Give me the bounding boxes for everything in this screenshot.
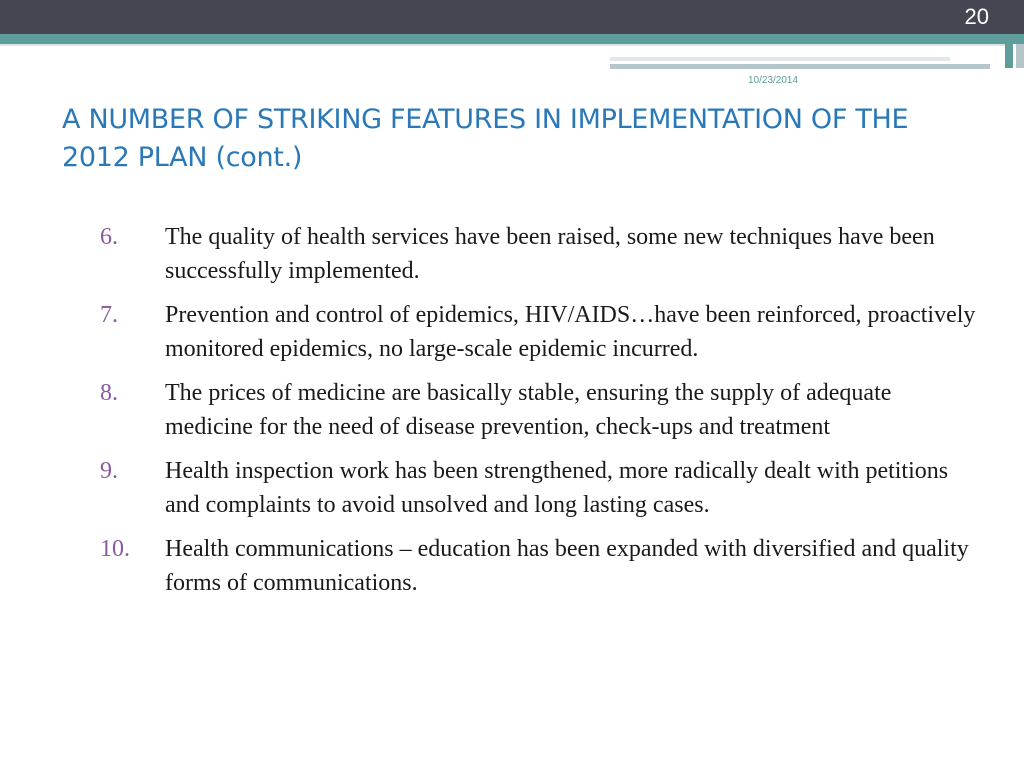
list-item-number: 7. — [100, 302, 118, 328]
list-item — [100, 298, 980, 366]
list-item-text: The prices of medicine are basically stable, ensuring the supply of adequate medicine for the need of disease prevention, check-ups and treatment — [165, 380, 892, 440]
numbered-list — [100, 220, 980, 610]
header-accent-block-light — [1016, 44, 1024, 68]
header-accent-strip — [0, 34, 1024, 44]
list-item-number: 8. — [100, 380, 118, 406]
list-item-text: Health communications – education has been expanded with diversified and quality forms of communications. — [165, 536, 969, 596]
decorative-line — [610, 64, 990, 69]
list-item-number: 6. — [100, 224, 118, 250]
header-divider — [0, 44, 1005, 46]
slide-date: 10/23/2014 — [748, 75, 799, 86]
list-item-number: 10. — [100, 536, 130, 562]
list-item — [100, 376, 980, 444]
list-item-text: The quality of health services have been raised, some new techniques have been successfully implemented. — [165, 224, 935, 284]
list-item-text: Prevention and control of epidemics, HIV/AIDS…have been reinforced, proactively monitored epidemics, no large-scale epidemic incurred. — [165, 302, 976, 362]
slide-number: 20 — [964, 4, 989, 29]
decorative-line — [610, 57, 950, 61]
list-item-number: 9. — [100, 458, 118, 484]
list-item — [100, 220, 980, 288]
header-band — [0, 0, 1024, 34]
list-item-text: Health inspection work has been strengthened, more radically dealt with petitions and complaints to avoid unsolved and long lasting cases. — [165, 458, 949, 518]
header-accent-block — [1005, 44, 1013, 68]
list-item — [100, 532, 980, 600]
slide-title: A NUMBER OF STRIKING FEATURES IN IMPLEMENTATION OF THE 2012 PLAN (cont.) — [62, 104, 909, 173]
list-item — [100, 454, 980, 522]
